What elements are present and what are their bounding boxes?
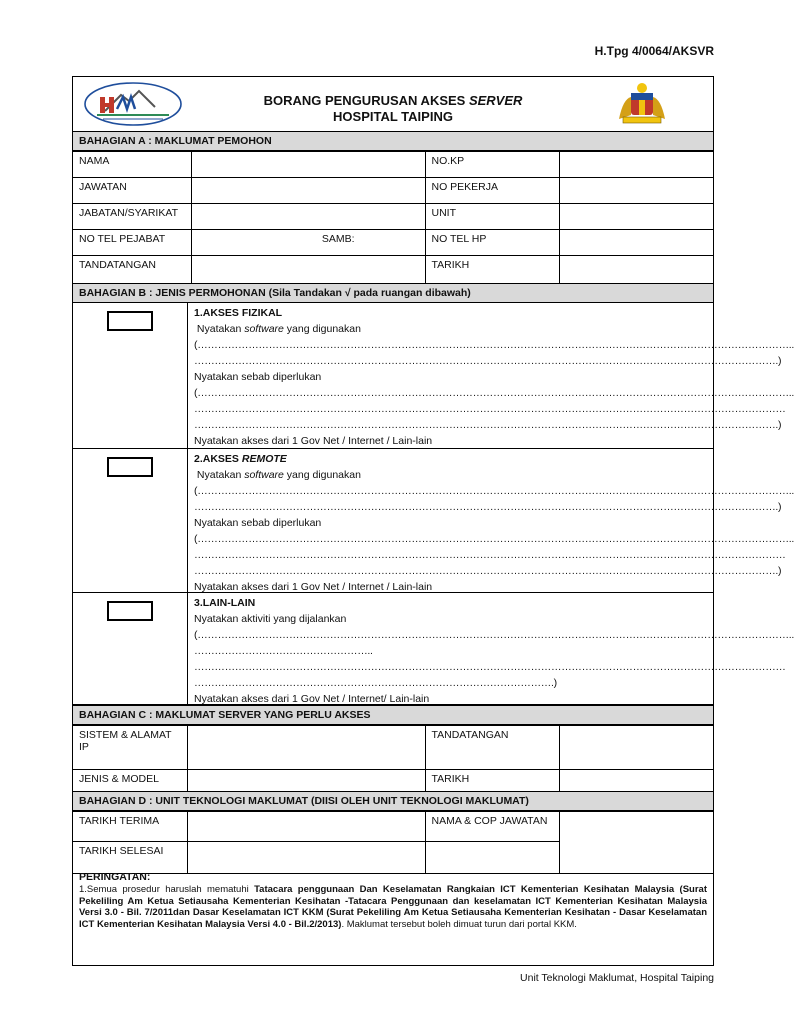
fill-line[interactable]: ……………………………………………………………………………………………………………………………………………………….) [194,355,782,367]
notes-body: 1.Semua prosedur haruslah mematuhi Tatacara penggunaan Dan Keselamatan Rangkaian ICT Kementerian Kesihatan Malaysia (Surat Pekeliling Am Ketua Setiausaha Kementerian Kesihatan -Tatacara Penggunaan dan keselamatan ICT Kementerian Kesihatan Malaysia Versi 3.0 - Bil. 7/2011dan Dasar Keselamatan ICT KKM (Surat Pekeliling Am Ketua Setiausaha Kementerian Kesihatan - Dasar Keselamatan ICT Kementerian Kesihatan Malaysia Versi 4.0 - Bil.2/2013). Maklumat tersebut boleh dimuat turun dari portal KKM. [79,884,707,930]
label-jawatan: JAWATAN [73,178,191,204]
label-tarikh-selesai: TARIKH SELESAI [73,842,187,874]
footer-unit-name: Unit Teknologi Maklumat, Hospital Taiping [520,972,714,984]
no-tel-hp-field[interactable] [559,230,713,256]
unit-field[interactable] [559,204,713,230]
label-tandatangan-c: TANDATANGAN [425,726,559,770]
label-no-tel-hp: NO TEL HP [425,230,559,256]
fill-line[interactable]: …………………………………………….. [194,645,373,657]
form-title: BORANG PENGURUSAN AKSES SERVER HOSPITAL TAIPING [263,93,523,124]
section-a-header: BAHAGIAN A : MAKLUMAT PEMOHON [73,131,713,151]
option-prompt: Nyatakan akses dari 1 Gov Net / Internet / Lain-lain [194,581,433,593]
fill-line[interactable]: ……………………………………………………………………………………………………………………………………………………….) [194,501,782,513]
fill-line[interactable]: (………………………………………………………………………………………………………………………………………………………….. [194,629,794,641]
notes-heading: PERINGATAN: [79,871,151,883]
section-b-header: BAHAGIAN B : JENIS PERMOHONAN (Sila Tandakan √ pada ruangan dibawah) [73,283,713,303]
warning-notes [73,871,713,930]
fill-line[interactable]: ………………………………………………………………………………………………………………………………………………………… [194,403,786,415]
option-heading: 3.LAIN-LAIN [194,597,256,609]
tarikh-terima-field[interactable] [187,812,425,842]
label-no-kp: NO.KP [425,152,559,178]
label-nama-cop-jawatan: NAMA & COP JAWATAN [425,812,559,842]
option-akses-remote [73,449,794,593]
label-samb: SAMB: [321,233,355,245]
label-no-tel-pejabat: NO TEL PEJABAT [73,230,191,256]
label-jenis-model: JENIS & MODEL [73,770,187,792]
no-tel-pejabat-field[interactable] [191,230,425,256]
akses-fizikal-checkbox[interactable] [107,311,153,331]
fill-line[interactable]: (………………………………………………………………………………………………………………………………………………………….. [194,533,794,545]
empty-cell [425,842,559,874]
nama-field[interactable] [191,152,425,178]
tarikh-c-field[interactable] [559,770,713,792]
option-lain-lain [73,593,794,705]
coat-of-arms-emblem [615,81,669,127]
nama-cop-jawatan-field[interactable] [559,812,713,874]
option-prompt: Nyatakan sebab diperlukan [194,517,322,529]
fill-line[interactable]: (………………………………………………………………………………………………………………………………………………………….. [194,387,794,399]
option-heading: 2.AKSES REMOTE [194,453,287,465]
option-prompt: Nyatakan akses dari 1 Gov Net / Internet/ Lain-lain [194,693,430,705]
option-akses-fizikal [73,303,794,449]
fill-line[interactable]: ………………………………………………………………………………………………………………………………………………………… [194,661,786,673]
label-tarikh-terima: TARIKH TERIMA [73,812,187,842]
option-prompt: Nyatakan akses dari 1 Gov Net / Internet / Lain-lain [194,435,433,447]
server-info-table [73,725,713,792]
jenis-model-field[interactable] [187,770,425,792]
jawatan-field[interactable] [191,178,425,204]
no-pekerja-field[interactable] [559,178,713,204]
label-jabatan: JABATAN/SYARIKAT [73,204,191,230]
tandatangan-c-field[interactable] [559,726,713,770]
it-unit-table [73,811,713,874]
option-prompt: Nyatakan software yang digunakan [196,469,361,481]
tandatangan-field[interactable] [191,256,425,284]
option-prompt: Nyatakan aktiviti yang dijalankan [194,613,347,625]
section-c-header: BAHAGIAN C : MAKLUMAT SERVER YANG PERLU AKSES [73,705,713,725]
form-frame [72,76,794,966]
akses-remote-checkbox[interactable] [107,457,153,477]
lain-lain-checkbox[interactable] [107,601,153,621]
option-heading: 1.AKSES FIZIKAL [194,307,283,319]
label-no-pekerja: NO PEKERJA [425,178,559,204]
form-reference-code: H.Tpg 4/0064/AKSVR [594,44,714,58]
fill-line[interactable]: …………………………………………………………………………………………….) [194,677,557,689]
section-d-header: BAHAGIAN D : UNIT TEKNOLOGI MAKLUMAT (DIISI OLEH UNIT TEKNOLOGI MAKLUMAT) [73,791,713,811]
fill-line[interactable]: (………………………………………………………………………………………………………………………………………………………….. [194,339,794,351]
fill-line[interactable]: ………………………………………………………………………………………………………………………………………………………… [194,549,786,561]
fill-line[interactable]: ……………………………………………………………………………………………………………………………………………………….) [194,419,782,431]
tarikh-selesai-field[interactable] [187,842,425,874]
label-unit: UNIT [425,204,559,230]
label-tandatangan: TANDATANGAN [73,256,191,284]
option-prompt: Nyatakan sebab diperlukan [194,371,322,383]
hospital-logo [83,81,183,127]
applicant-info-table [73,151,713,284]
tarikh-field[interactable] [559,256,713,284]
fill-line[interactable]: ……………………………………………………………………………………………………………………………………………………….) [194,565,782,577]
no-kp-field[interactable] [559,152,713,178]
sistem-alamat-ip-field[interactable] [187,726,425,770]
fill-line[interactable]: (………………………………………………………………………………………………………………………………………………………….. [194,485,794,497]
label-tarikh: TARIKH [425,256,559,284]
option-prompt: Nyatakan software yang digunakan [196,323,361,335]
label-tarikh-c: TARIKH [425,770,559,792]
label-nama: NAMA [73,152,191,178]
label-sistem-alamat-ip: SISTEM & ALAMAT IP [73,726,187,770]
jabatan-field[interactable] [191,204,425,230]
form-header [73,77,713,131]
